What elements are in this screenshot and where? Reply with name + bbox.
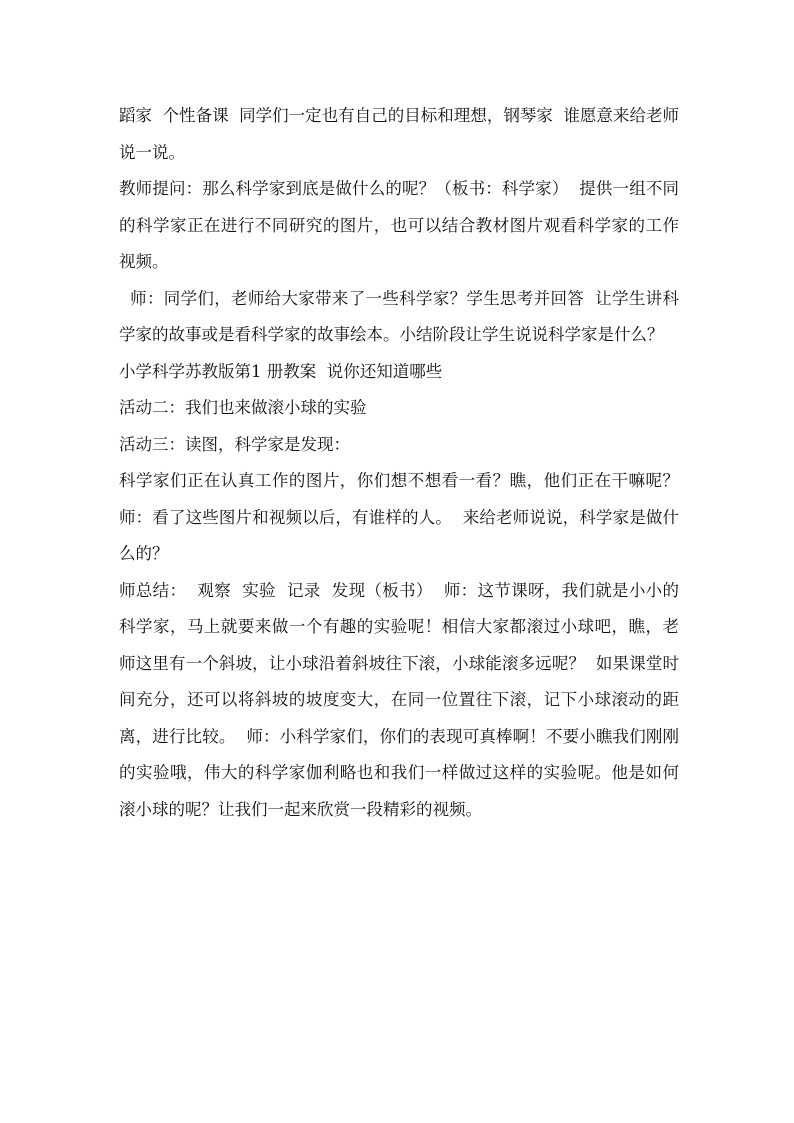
paragraph-activity-three: 活动三：读图，科学家是发现： <box>119 434 350 454</box>
document-body <box>119 98 690 828</box>
paragraph-intro-goals: 蹈家 个性备课 同学们一定也有自己的目标和理想，钢琴家 谁愿意来给老师说一说。 <box>119 106 679 162</box>
paragraph-activity-two: 活动二：我们也来做滚小球的实验 <box>119 398 367 417</box>
paragraph-scientists-pictures: 科学家们正在认真工作的图片，你们想不想看一看？瞧，他们正在干嘛呢？ 师：看了这些图片和视频以后，有谁样的人。 来给老师说说，科学家是做什么的？ <box>119 471 690 563</box>
paragraph-lesson-plan-title: 小学科学苏教版第1 册教案 说你还知道哪些 <box>119 361 443 381</box>
paragraph-teacher-scientists: 师：同学们，老师给大家带来了一些科学家？学生思考并回答 让学生讲科学家的故事或是看科学家的故事绘本。小结阶段让学生说说科学家是什么？ <box>119 288 679 344</box>
paragraph-teacher-question: 教师提问：那么科学家到底是做什么的呢？（板书：科学家） 提供一组不同的科学家正在进行不同研究的图片，也可以结合教材图片观看科学家的工作视频。 <box>119 179 679 271</box>
paragraph-teacher-summary: 师总结： 观察 实验 记录 发现（板书） 师：这节课呀，我们就是小小的科学家，马上就要来做一个有趣的实验呢！相信大家都滚过小球吧，瞧，老师这里有一个斜坡，让小球沿着斜坡往下滚，小球能滚多远呢？ 如果课堂时间充分，还可以将斜坡的坡度变大，在同一位置往下滚，记下小球滚动的距离，进行比较。 师：小科学家们，你们的表现可真棒啊！不要小瞧我们刚刚的实验哦，伟大的科学家伽利略也和我们一样做过这样的实验呢。他是如何滚小球的呢？让我们一起来欣赏一段精彩的视频。 <box>119 580 679 819</box>
